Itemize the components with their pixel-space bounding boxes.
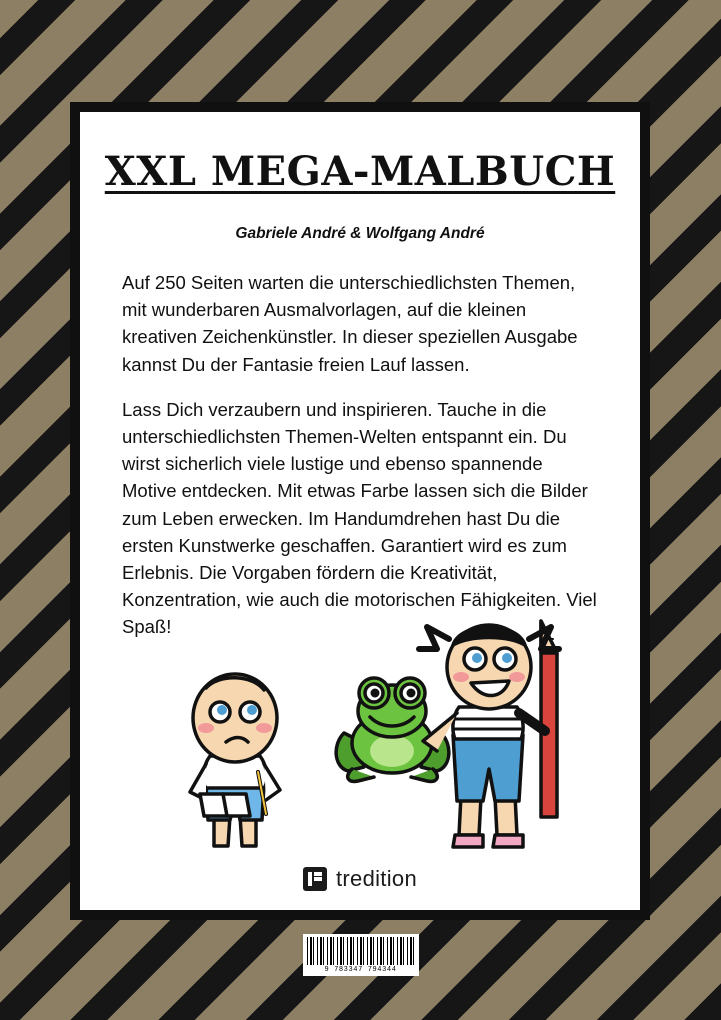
barcode [303, 934, 419, 976]
cover-content-panel [70, 102, 650, 920]
girl-with-pencil-illustration [403, 609, 578, 864]
barcode-number: 9 783347 794344 [324, 966, 397, 974]
tredition-logo-icon [303, 867, 327, 891]
blurb-paragraph-1: Auf 250 Seiten warten die unterschiedlichsten Themen, mit wunderbaren Ausmalvorlagen, auf die kleinen kreativen Zeichenkünstler. In dieser speziellen Ausgabe kannst Du der Fantasie freien Lauf lassen. [122, 272, 578, 375]
page-title: XXL MEGA-MALBUCH [104, 148, 616, 195]
illustration-group [80, 604, 640, 864]
publisher-name: tredition [336, 866, 417, 891]
barcode-bars [307, 937, 415, 965]
authors-line: Gabriele André & Wolfgang André [235, 225, 485, 242]
boy-with-notebook-illustration [166, 664, 301, 864]
publisher-logo [80, 866, 640, 892]
blurb-paragraph-2: Lass Dich verzaubern und inspirieren. Tauche in die unterschiedlichsten Themen-Welten entspannt ein. Du wirst sicherlich viele lustige und ebenso spannende Motive entdecken. Mit etwas Farbe lassen sich die Bilder zum Leben erwecken. Im Handumdrehen hast Du die ersten Kunstwerke geschaffen. Garantiert wird es zum Erlebnis. Die Vorgaben fördern die Kreativität, Konzentration, wie auch die motorischen Fähigkeiten. Viel Spaß! [122, 398, 597, 638]
blurb-text [122, 269, 600, 640]
